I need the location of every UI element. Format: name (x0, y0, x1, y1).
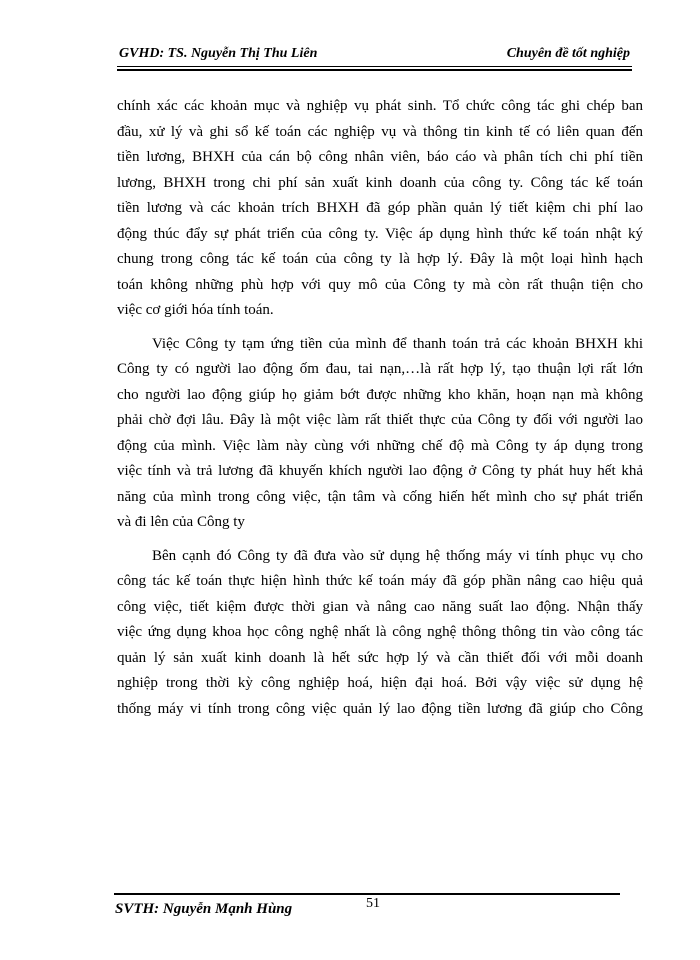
paragraph (117, 332, 643, 536)
paragraph (117, 544, 643, 723)
footer-rule (114, 893, 620, 895)
text-line: việc cơ giới hóa tính toán. (117, 302, 274, 318)
footer-student-name: SVTH: Nguyễn Mạnh Hùng (115, 901, 293, 917)
text-line: lương, BHXH trong chi phí sản xuất kinh doanh của công ty. Công tác kế toán (117, 174, 643, 191)
text-line: cho người lao động giúp họ giảm bớt được những kho khăn, hoạn nạn mà không (117, 386, 643, 403)
text-line: tiền lương và các khoản trích BHXH đã góp phần quản lý tiết kiệm chi phí lao (117, 200, 643, 216)
text-line: tiền lương, BHXH của cán bộ công nhân viên, báo cáo và phân tích chi phí tiền (117, 149, 643, 165)
page-number: 51 (366, 896, 380, 911)
text-line: quản lý sản xuất kinh doanh là hết sức hợp lý và cần thiết đối với mỗi doanh (117, 649, 643, 666)
header-advisor: GVHD: TS. Nguyễn Thị Thu Liên (119, 46, 318, 61)
text-line: việc ứng dụng khoa học công nghệ nhất là công nghệ thông thông tin vào công tác (117, 624, 643, 640)
text-line: và đi lên của Công ty (117, 514, 245, 530)
text-line: việc tính và trả lương đã khuyến khích người lao động ở Công ty phát huy hết khả (117, 463, 643, 479)
text-line: Công ty có người lao động ốm đau, tai nạn,…là rất hợp lý, tạo thuận lợi rất lớn (117, 361, 643, 377)
page-header (117, 44, 632, 66)
text-line: công tác kế toán thực hiện hình thức kế toán máy đã góp phần nâng cao hiệu quả (117, 573, 643, 589)
text-line: phải chờ đợi lâu. Đây là một việc làm rất thiết thực của Công ty đối với người lao (117, 412, 643, 428)
text-line: động của mình. Việc làm này cùng với những chế độ mà Công ty áp dụng trong (117, 437, 643, 454)
text-line: đầu, xử lý và ghi sổ kế toán các nghiệp vụ và thông tin kinh tế có liên quan đến (117, 123, 643, 140)
text-line: năng của mình trong công việc, tận tâm và cống hiến hết mình cho sự phát triển (117, 488, 643, 505)
header-rule (117, 66, 632, 71)
paragraph (117, 94, 643, 324)
text-line: công việc, tiết kiệm được thời gian và nâng cao năng suất lao động. Nhận thấy (117, 598, 643, 615)
text-line: động thúc đẩy sự phát triển của công ty. Việc áp dụng hình thức kế toán nhật ký (117, 225, 643, 242)
body-text (117, 94, 643, 730)
text-line: chung trong công tác kế toán của công ty là hợp lý. Đây là một loại hình hạch (117, 251, 643, 267)
text-line: chính xác các khoản mục và nghiệp vụ phát sinh. Tổ chức công tác ghi chép ban (117, 98, 643, 114)
text-line: thống máy vi tính trong công việc quản lý lao động tiền lương đã giúp cho Công (117, 700, 643, 717)
text-line: Bên cạnh đó Công ty đã đưa vào sử dụng hệ thống máy vi tính phục vụ cho (152, 547, 643, 564)
text-line: nghiệp trong thời kỳ công nghiệp hoá, hiện đại hoá. Bởi vậy việc sử dụng hệ (117, 675, 643, 691)
text-line: Việc Công ty tạm ứng tiền của mình để thanh toán trả các khoản BHXH khi (152, 335, 643, 352)
header-document-type: Chuyên đề tốt nghiệp (506, 46, 630, 61)
text-line: toán không những phù hợp với quy mô của Công ty mà còn rất thuận tiện cho (117, 276, 643, 293)
